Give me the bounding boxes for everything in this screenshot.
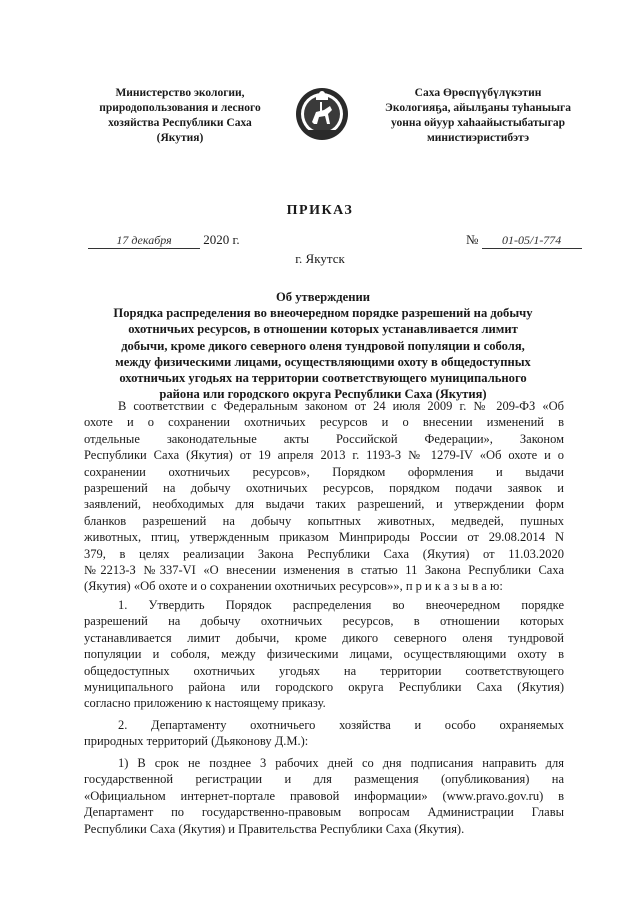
text-line: «Официальном интернет-портале правовой информации» (www.pravo.gov.ru) в bbox=[84, 788, 564, 803]
text-line: В соответствии с Федеральным законом от 24 июля 2009 г. № 209-ФЗ «Об bbox=[118, 399, 564, 413]
text-line: разрешений на добычу охотничьих ресурсов, порядком подачи заявок и bbox=[84, 480, 564, 495]
text-line: устанавливается лимит добычи, кроме дикого северного оленя тундровой bbox=[84, 630, 564, 645]
order-number bbox=[466, 232, 582, 249]
subject-line: района или городского округа Республики Саха (Якутия) bbox=[159, 387, 487, 402]
text-line: животных, птиц, утвержденным приказом Минприроды России от 29.08.2014 N bbox=[84, 530, 564, 545]
text-line: муниципального района или городского округа Республики Саха (Якутия) bbox=[84, 679, 564, 694]
text-line: охоте и о сохранении охотничьих ресурсов и о внесении изменений в bbox=[84, 415, 564, 430]
subject-line: между физическими лицами, осуществляющими охоту в общедоступных bbox=[115, 354, 531, 369]
text-line: общедоступных охотничьих угодьях на территории соответствующего bbox=[84, 663, 564, 678]
ministry-ru-line: (Якутия) bbox=[156, 132, 204, 144]
text-line: Республики Саха (Якутия) от 19 апреля 2013 г. 1193-З № 1279-IV «Об охоте и о bbox=[84, 448, 564, 463]
text-line: отдельные законодательные акты Российской Федерации», Законом bbox=[84, 431, 564, 446]
subject-line: Порядка распределения во внеочередном порядке разрешений на добычу bbox=[113, 306, 533, 321]
text-line: 379, в целях реализации Закона Республики Саха (Якутия) от 11.03.2020 bbox=[84, 546, 564, 561]
handwritten-number: 01-05/1-774 bbox=[482, 233, 582, 249]
text-line: природных территорий (Дьяконову Д.М.): bbox=[84, 734, 309, 749]
subject-line: добычи, кроме дикого северного оленя тундровой популяции и соболя, bbox=[121, 338, 525, 353]
text-line: государственной регистрации и для размещения (опубликования) на bbox=[84, 772, 564, 787]
document-title: ПРИКАЗ bbox=[286, 203, 354, 218]
city-line: г. Якутск bbox=[295, 251, 345, 266]
ministry-name-russian bbox=[70, 86, 290, 146]
handwritten-date: 17 декабря bbox=[88, 233, 200, 249]
text-line: популяции и соболя, между физическими лицами, осуществляющими охоту в bbox=[84, 647, 564, 662]
order-subject bbox=[84, 289, 562, 402]
subject-line: Об утверждении bbox=[276, 290, 370, 304]
date-year: 2020 г. bbox=[203, 232, 240, 247]
ministry-sah-line: уонна ойуур хаһаайыстыбатыгар bbox=[390, 117, 566, 129]
subject-line: охотничьих ресурсов, в отношении которых устанавливается лимит bbox=[128, 322, 518, 337]
number-sign: № bbox=[466, 232, 479, 247]
text-line: Республики Саха (Якутия) и Правительства Республики Саха (Якутия). bbox=[84, 821, 465, 836]
text-line: №2213-З №337-VI «О внесении изменения в статью 11 Закона Республики Саха bbox=[84, 562, 564, 577]
ministry-ru-line: природопользования и лесного bbox=[99, 102, 261, 114]
coat-of-arms-emblem-icon bbox=[294, 84, 350, 144]
text-line: 2. Департаменту охотничьего хозяйства и особо охраняемых bbox=[118, 718, 564, 732]
item-2-paragraph bbox=[84, 717, 564, 750]
text-line: (Якутия) «Об охоте и о сохранении охотничьих ресурсов»», п р и к а з ы в а ю: bbox=[84, 579, 503, 594]
item-2-1-paragraph bbox=[84, 755, 564, 837]
ministry-sah-line: Саха Өрөспүүбүлүкэтин bbox=[414, 87, 542, 99]
text-line: согласно приложению к настоящему приказу. bbox=[84, 696, 326, 711]
preamble-paragraph bbox=[84, 398, 564, 595]
text-line: сохранении охотничьих ресурсов», Порядком оформления и выдачи bbox=[84, 464, 564, 479]
text-line: заявлений, необходимых для выдачи таких разрешений, и утверждении форм bbox=[84, 497, 564, 512]
text-line: 1. Утвердить Порядок распределения во внеочередном порядке bbox=[118, 598, 564, 612]
text-line: Департамент по государственно-правовым вопросам Администрации Главы bbox=[84, 805, 564, 820]
item-1-paragraph bbox=[84, 597, 564, 712]
ministry-sah-line: Экологияҕа, айылҕаны туһаныыга bbox=[385, 102, 571, 114]
order-date bbox=[88, 232, 240, 249]
ministry-ru-line: Министерство экологии, bbox=[115, 87, 245, 99]
ministry-sah-line: министиэристибэтэ bbox=[426, 132, 530, 144]
text-line: 1) В срок не позднее 3 рабочих дней со дня подписания направить для bbox=[118, 756, 564, 770]
text-line: бланков разрешений на добычу копытных животных, медведей, пушных bbox=[84, 513, 564, 528]
ministry-ru-line: хозяйства Республики Саха bbox=[108, 117, 252, 129]
subject-line: охотничьих угодьях на территории соответствующего муниципального bbox=[119, 371, 527, 386]
text-line: разрешений на добычу охотничьих ресурсов, в отношении которых bbox=[84, 614, 564, 629]
ministry-name-sakha bbox=[360, 86, 596, 146]
